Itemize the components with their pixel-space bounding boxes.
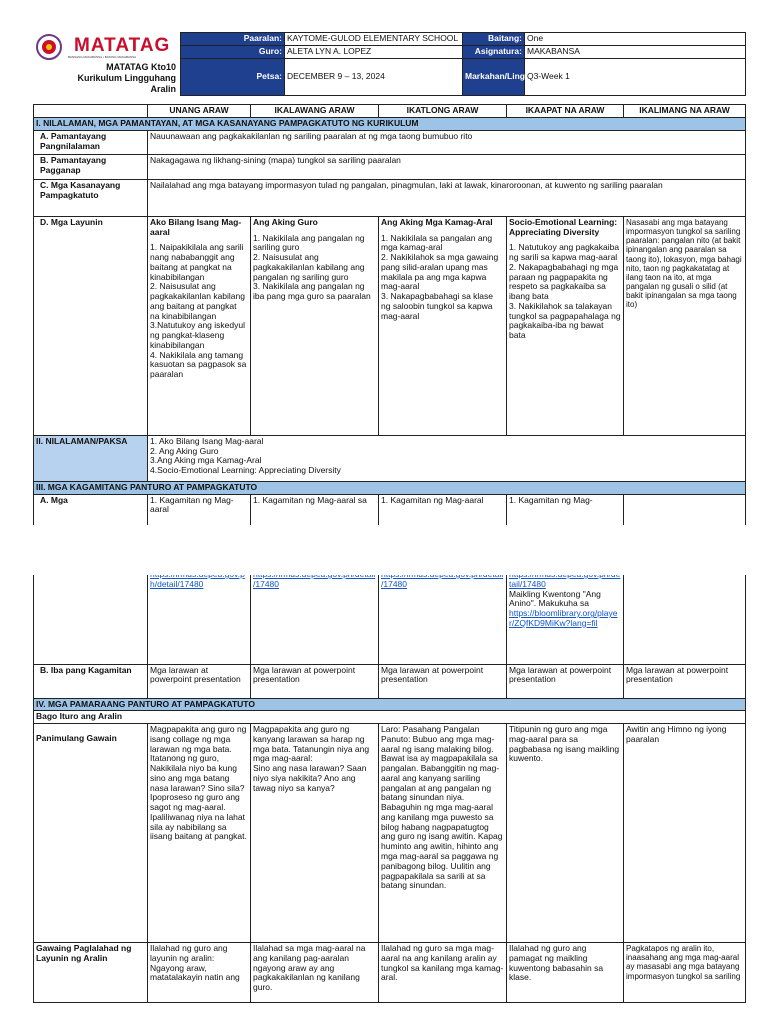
- objective-title: Ang Aking Guro: [253, 216, 318, 227]
- row-label: Panimulang Gawain: [34, 724, 148, 943]
- objective-list: 1. Naipakikilala ang sarili nang nababanggit ang baitang at pangkat na kinabibilangan 2. Naisusulat ang pagkakakilanlan kabilang ang baitang at pangkat na kinabibilangan 3.Natutukoy ang iskedyul ng pangkat-klaseng kinabibilangan 4. Nakikilala ang tamang kasuotan sa pagpasok sa paaralan: [150, 242, 247, 380]
- row-label: B. Pamantayang Pagganap: [34, 154, 148, 179]
- asignatura-value: MAKABANSA: [525, 45, 746, 58]
- activity-cell: Pagkatapos ng aralin ito, inaasahang ang mga mag-aaral ay masasabi ang mga batayang impormasyon tungkol sa sariling: [624, 943, 746, 1003]
- logo-text: MATATAG: [74, 35, 171, 56]
- baitang-label: Baitang:: [463, 33, 525, 46]
- topics-list: 1. Ako Bilang Isang Mag-aaral 2. Ang Aking Guro 3.Ang Aking mga Kamag-Aral 4.Socio-Emotional Learning: Appreciating Diversity: [148, 435, 746, 481]
- reference-link[interactable]: /17480: [381, 578, 407, 589]
- row-label: D. Mga Layunin: [34, 216, 148, 435]
- objective-list: 1. Natutukoy ang pagkakaiba ng sarili sa kapwa mag-aaral 2. Nakapagbabahagi ng mga paraan ng pagpapakita ng respeto sa pagkakaiba sa ibang bata 3. Nakikilahok sa talakayan tungkol sa pagpapahalaga ng pagkakaiba-iba ng bawat bata: [509, 242, 621, 341]
- activity-cell: Ilalahad sa mga mag-aaral na ang kanilang pag-aaralan ngayong araw ay ang pagkakakilanlan ng kanilang guro.: [251, 943, 379, 1003]
- subsection-heading: Bago Ituro ang Aralin: [34, 711, 746, 724]
- asignatura-label: Asignatura:: [463, 45, 525, 58]
- row-label: A. Mga: [34, 494, 148, 549]
- corner-cell: [34, 105, 148, 118]
- other-material-cell: Mga larawan at powerpoint presentation: [148, 664, 251, 698]
- objective-title: Ako Bilang Isang Mag-aaral: [150, 216, 242, 237]
- petsa-value: DECEMBER 9 – 13, 2024: [285, 58, 463, 95]
- reference-link[interactable]: h/detail/17480: [150, 578, 204, 589]
- activity-cell: Titipunin ng guro ang mga mag-aaral para sa pagbabasa ng isang maikling kuwento.: [507, 724, 624, 943]
- guro-label: Guro:: [181, 45, 285, 58]
- material-cell: 1. Kagamitan ng Mag-aaral: [379, 494, 507, 549]
- other-material-cell: Mga larawan at powerpoint presentation: [251, 664, 379, 698]
- row-value: Nauunawaan ang pagkakakilanlan ng sariling paaralan at ng mga taong bumubuo rito: [148, 130, 746, 154]
- guro-value: ALETA LYN A. LOPEZ: [285, 45, 463, 58]
- activity-cell: Ilalahad ng guro ang pamagat ng maikling kuwentong babasahin sa klase.: [507, 943, 624, 1003]
- objective-cell: [379, 216, 507, 435]
- objective-list: 1. Nakikilala sa pangalan ang mga kamag-aral 2. Nakikilahok sa mga gawaing pang silid-aralan upang mas makilala pa ang mga kapwa mag-aaral 3. Nakapagbabahagi sa klase ng saloobin tungkol sa kapwa mag-aaral: [381, 232, 499, 321]
- objective-title: Socio-Emotional Learning: Appreciating Diversity: [509, 216, 618, 237]
- reference-link[interactable]: tail/17480: [509, 578, 546, 589]
- reference-link[interactable]: https://bloomlibrary.org/player/ZQfKD9MiKw?lang=fil: [509, 608, 618, 628]
- material-cell: 1. Kagamitan ng Mag-aaral: [148, 494, 251, 549]
- day-header: UNANG ARAW: [148, 105, 251, 118]
- day-header: IKALAWANG ARAW: [251, 105, 379, 118]
- day-header: IKALIMANG NA ARAW: [624, 105, 746, 118]
- header-table: [180, 32, 746, 96]
- other-material-cell: Mga larawan at powerpoint presentation: [624, 664, 746, 698]
- objective-cell: [507, 216, 624, 435]
- section-heading: II. NILALAMAN/PAKSA: [34, 435, 148, 481]
- objective-cell: Nasasabi ang mga batayang impormasyon tungkol sa sariling paaralan: pangalan nito (at bakit ipinangalan ang paaralan sa taong ito), lokasyon, mga bahagi nito, taon ng pagkakatatag at ilang taon na ito, at mga pangalan ng gusali o silid (at bakit ipinangalan sa mga taong ito): [624, 216, 746, 435]
- objective-title: Ang Aking Mga Kamag-Aral: [381, 216, 493, 227]
- doc-title: MATATAG Kto10 Kurikulum Lingguhang Aralin: [77, 62, 176, 94]
- paaralan-label: Paaralan:: [181, 33, 285, 46]
- markahan-value: Q3-Week 1: [525, 58, 746, 95]
- activity-cell: Awitin ang Himno ng iyong paaralan: [624, 724, 746, 943]
- objective-cell: [148, 216, 251, 435]
- row-value: Nakagagawa ng likhang-sining (mapa) tungkol sa sariling paaralan: [148, 154, 746, 179]
- row-label: C. Mga Kasanayang Pampagkatuto: [34, 179, 148, 216]
- logo-subtitle: BANSANG MAKABANSA • BATANG MAKABANSA: [68, 55, 137, 59]
- activity-cell: Magpapakita ang guro ng isang collage ng mga larawan ng mga bata. Itatanong ng guro, Nakikilala niyo ba kung sino ang mga batang nasa larawan? Sino sila? Ipoproseso ng guro ang sagot ng mag-aaral. Ipaliliwanag niya na lahat sila ay nabibilang sa iisang baitang at pangkat.: [148, 724, 251, 943]
- paaralan-value: KAYTOME-GULOD ELEMENTARY SCHOOL: [285, 33, 463, 46]
- logo: [34, 33, 184, 63]
- row-value: Nailalahad ang mga batayang impormasyon tulad ng pangalan, pinagmulan, laki at lawak, kinaroroonan, at kuwento ng sariling paaralan: [148, 179, 746, 216]
- baitang-value: One: [525, 33, 746, 46]
- reference-text: Maikling Kwentong "Ang Anino". Makukuha sa: [509, 588, 601, 609]
- reference-link[interactable]: /17480: [253, 578, 279, 589]
- material-cell: 1. Kagamitan ng Mag-: [507, 494, 624, 549]
- day-header: IKATLONG ARAW: [379, 105, 507, 118]
- row-label: Gawaing Paglalahad ng Layunin ng Aralin: [34, 943, 148, 1003]
- row-label: A. Pamantayang Pangnilalaman: [34, 130, 148, 154]
- markahan-label: Markahan/Linggo:: [463, 58, 525, 95]
- activity-cell: Laro: Pasahang Pangalan Panuto: Bubuo ang mga mag-aaral ng isang malaking bilog. Bawat isa ay magpapakilala sa pangalan. Babanggitin ng mag-aaral ang kanyang sariling pangalan at ang pangalan ng batang sinundan niya. Babaguhin ng mga mag-aaral ang kanilang mga puwesto sa bilog habang nagpapatugtog ang guro ng isang awitin. Kapag huminto ang awitin, hihinto ang mga mag-aaral sa paggawa ng panibagong bilog. Uulitin ang pagpapakilala sa sarili at sa batang sinundan.: [379, 724, 507, 943]
- objective-cell: [251, 216, 379, 435]
- objective-list: 1. Nakikilala ang pangalan ng sariling guro 2. Naisusulat ang pagkakakilanlan kabilang ang pangalan ng sariling guro 3. Nakikilala ang pangalan ng iba pang mga guro sa paaralan: [253, 232, 371, 302]
- petsa-label: Petsa:: [181, 58, 285, 95]
- page-break: [0, 525, 768, 575]
- activity-cell: Ilalahad ng guro ang layunin ng aralin: Ngayong araw, matatalakayin natin ang: [148, 943, 251, 1003]
- day-header: IKAAPAT NA ARAW: [507, 105, 624, 118]
- row-label: B. Iba pang Kagamitan: [34, 664, 148, 698]
- other-material-cell: Mga larawan at powerpoint presentation: [507, 664, 624, 698]
- activity-cell: Ilalahad ng guro sa mga mag-aaral na ang kanilang aralin ay tungkol sa kanilang mga kamag-aral.: [379, 943, 507, 1003]
- activity-cell: Magpapakita ang guro ng kanyang larawan sa harap ng mga bata. Tatanungin niya ang mga mag-aaral: Sino ang nasa larawan? Saan niyo siya nakikita? Ano ang tawag niyo sa kanya?: [251, 724, 379, 943]
- material-cell: 1. Kagamitan ng Mag-aaral sa: [251, 494, 379, 549]
- section-heading: IV. MGA PAMARAANG PANTURO AT PAMPAGKATUTO: [34, 698, 746, 711]
- section-heading: III. MGA KAGAMITANG PANTURO AT PAMPAGKATUTO: [34, 481, 746, 494]
- section-heading: I. NILALAMAN, MGA PAMANTAYAN, AT MGA KASANAYANG PAMPAGKATUTO NG KURIKULUM: [34, 118, 746, 131]
- other-material-cell: Mga larawan at powerpoint presentation: [379, 664, 507, 698]
